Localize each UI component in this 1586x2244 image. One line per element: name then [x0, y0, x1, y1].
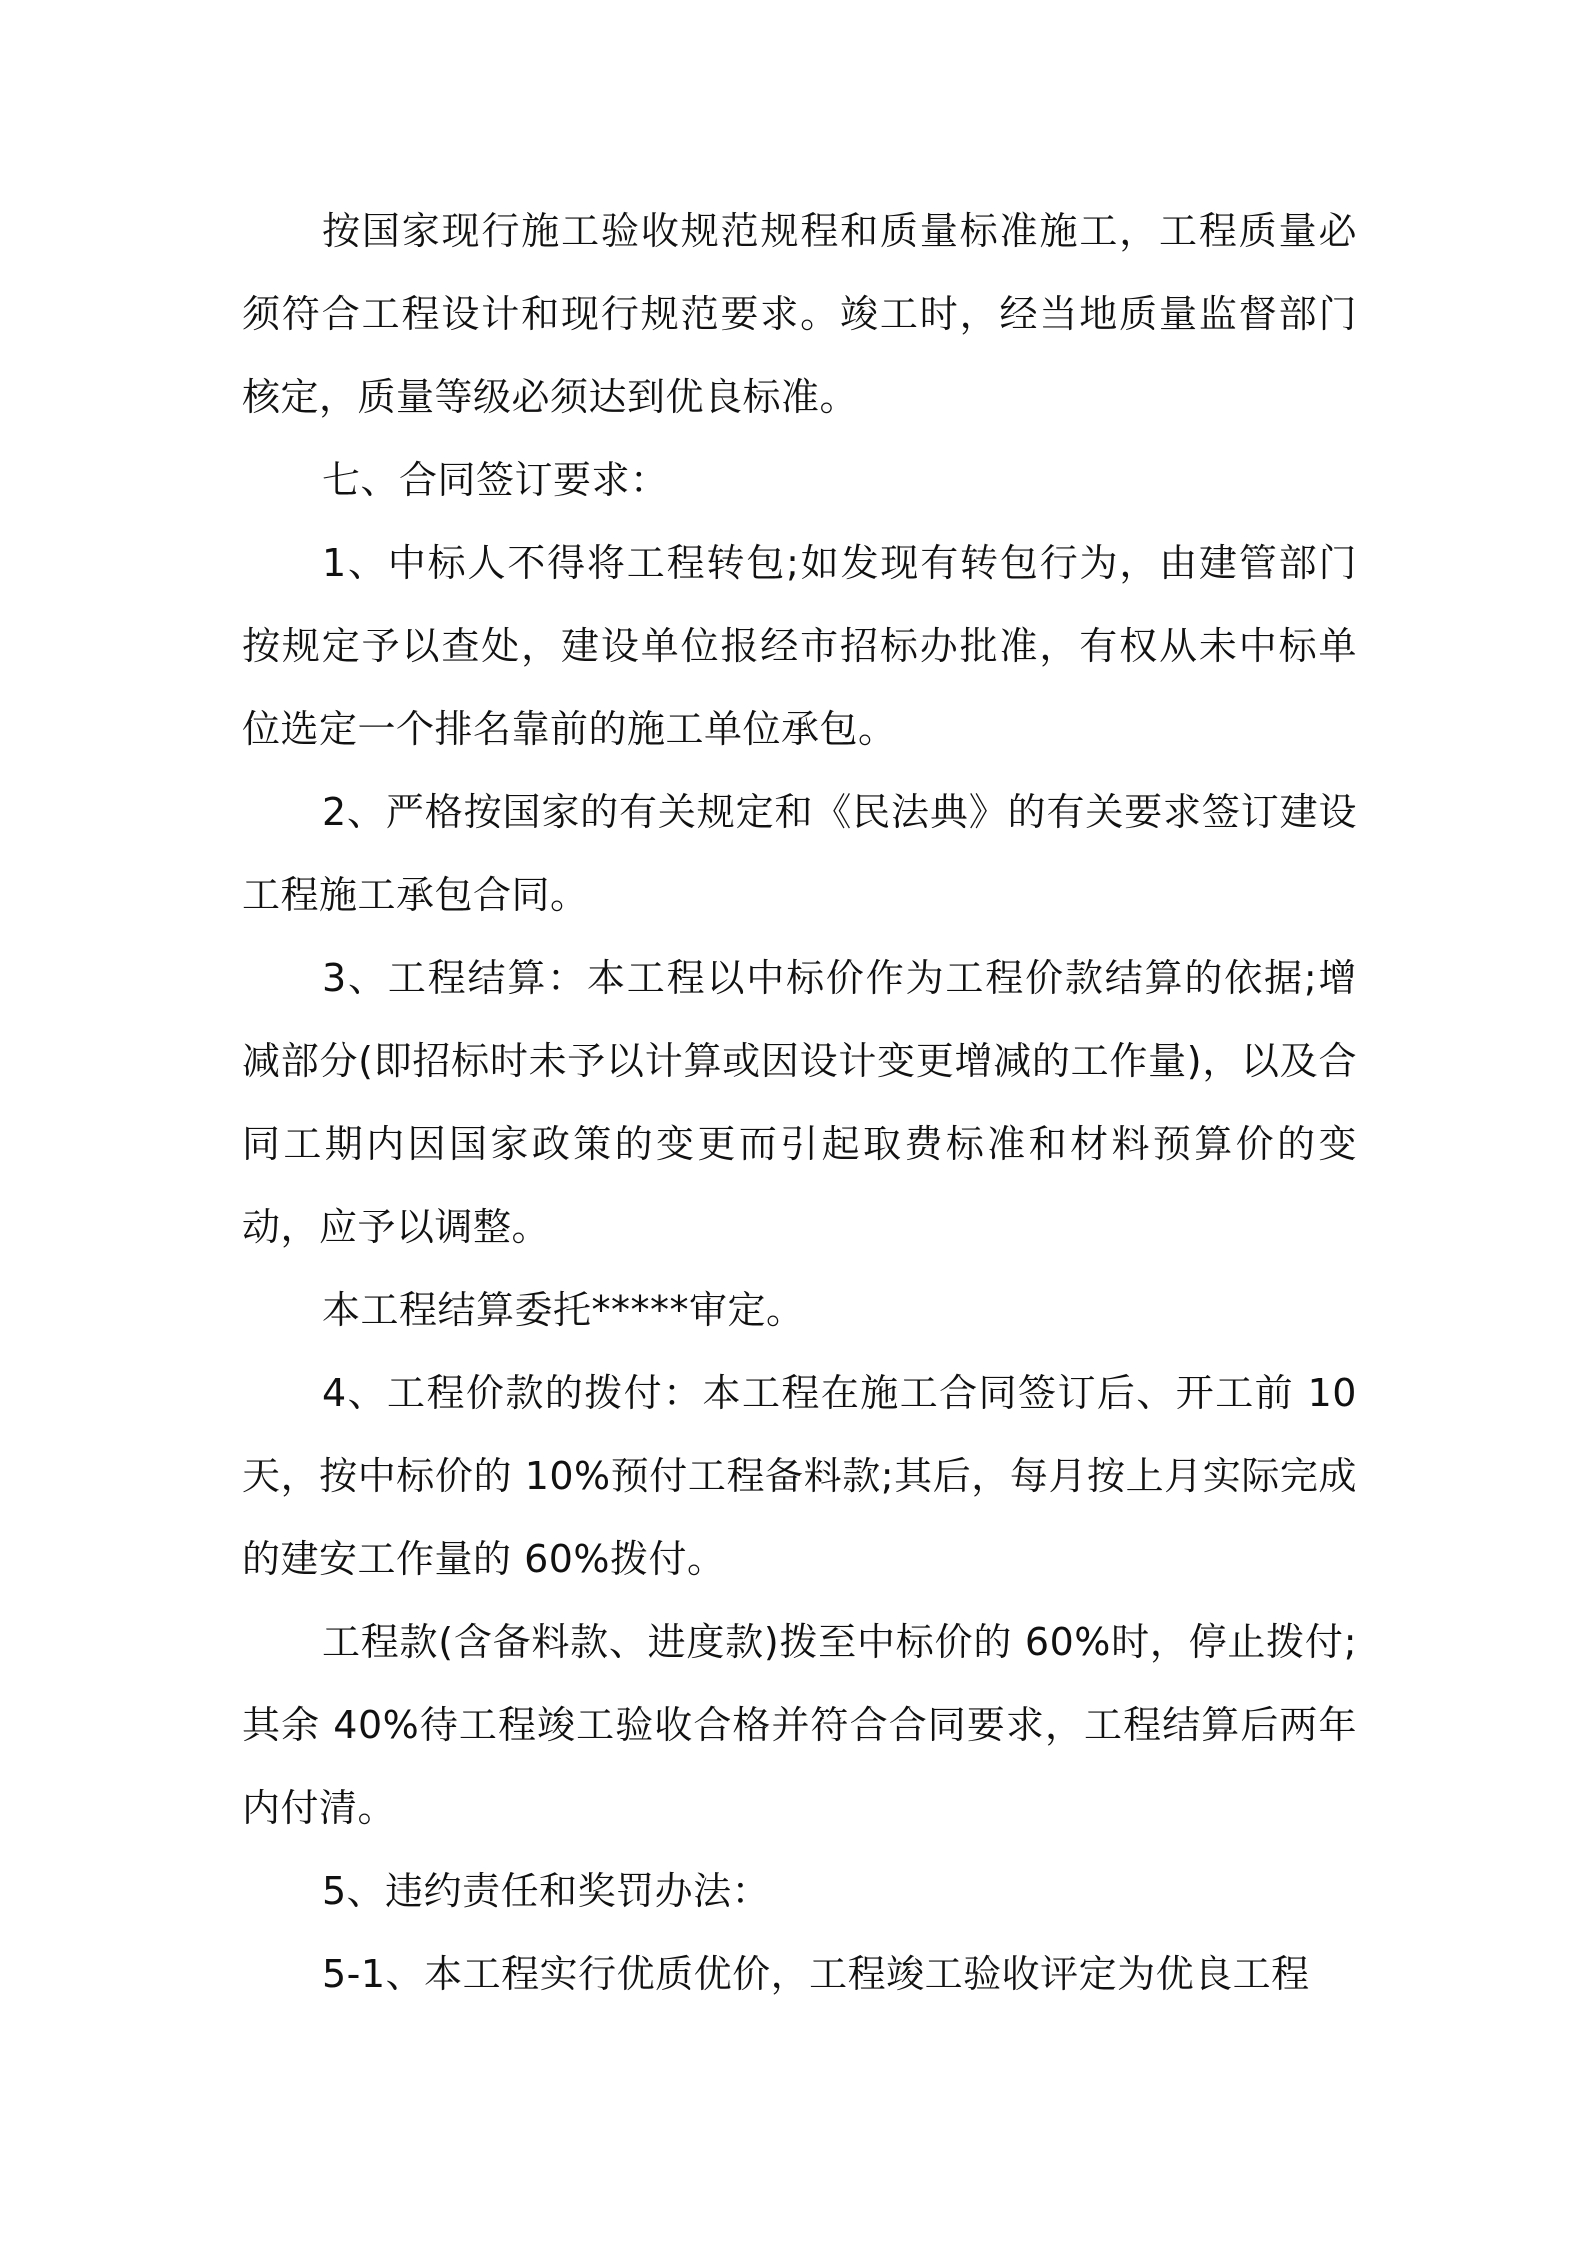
document-body	[242, 190, 1357, 2016]
paragraph-quality-standard: 按国家现行施工验收规范规程和质量标准施工，工程质量必须符合工程设计和现行规范要求。竣工时，经当地质量监督部门核定，质量等级必须达到优良标准。	[242, 209, 1357, 419]
paragraph-project-settlement: 3、工程结算：本工程以中标价作为工程价款结算的依据;增减部分(即招标时未予以计算或因设计变更增减的工作量)，以及合同工期内因国家政策的变更而引起取费标准和材料预算价的变动，应予以调整。	[242, 956, 1357, 1249]
section-heading-liability: 5、违约责任和奖罚办法：	[322, 1869, 771, 1913]
paragraph-quality-price: 5-1、本工程实行优质优价，工程竣工验收评定为优良工程	[322, 1952, 1310, 1996]
paragraph-contract-signing: 2、严格按国家的有关规定和《民法典》的有关要求签订建设工程施工承包合同。	[242, 790, 1357, 917]
paragraph-payment-disbursement: 4、工程价款的拨付：本工程在施工合同签订后、开工前 10 天，按中标价的 10%预付工程备料款;其后，每月按上月实际完成的建安工作量的 60%拨付。	[242, 1371, 1357, 1581]
paragraph-payment-limit: 工程款(含备料款、进度款)拨至中标价的 60%时，停止拨付;其余 40%待工程竣工验收合格并符合合同要求，工程结算后两年内付清。	[242, 1620, 1357, 1830]
paragraph-no-subcontracting: 1、中标人不得将工程转包;如发现有转包行为，由建管部门按规定予以查处，建设单位报经市招标办批准，有权从未中标单位选定一个排名靠前的施工单位承包。	[242, 541, 1357, 751]
section-heading-contract-requirements: 七、合同签订要求：	[322, 458, 669, 502]
paragraph-settlement-review: 本工程结算委托*****审定。	[322, 1288, 805, 1332]
